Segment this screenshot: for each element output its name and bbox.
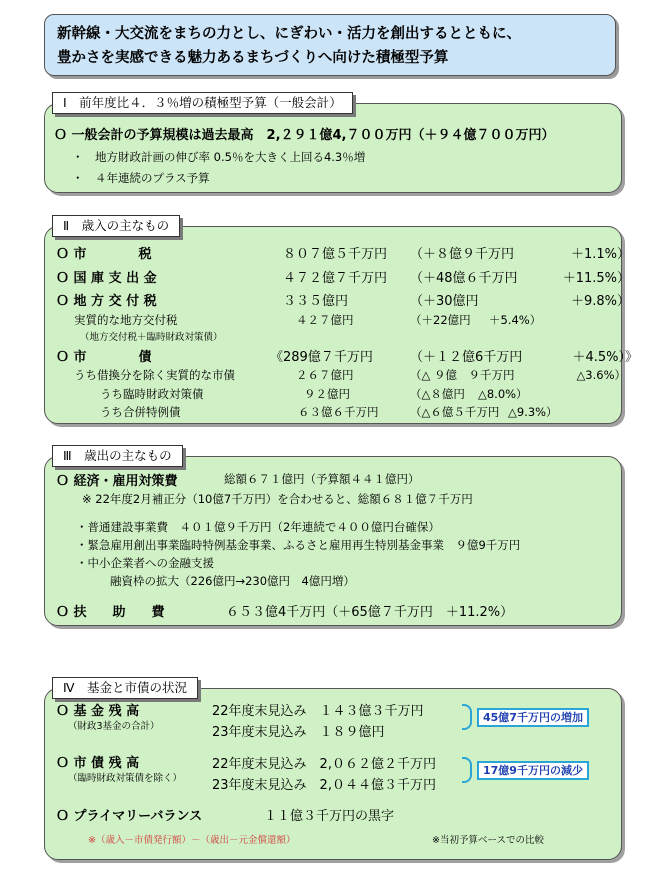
general-account-size: Ｏ 一般会計の予算規模は過去最高 2,２９１億4,７００万円（＋９４億７００万円） <box>54 128 555 143</box>
economy-measures-label: Ｏ 経済・雇用対策費 <box>56 474 178 489</box>
budget-basis-note: ※当初予算ベースでの比較 <box>432 835 544 846</box>
welfare-cost-label: Ｏ 扶 助 費 <box>56 605 165 620</box>
revenue-amount-temporary-bonds: ９２億円 <box>304 387 350 401</box>
banner-line-2: 豊かさを実感できる魅力あるまちづくりへ向けた積極型予算 <box>57 50 449 66</box>
revenue-label-real-allocation-tax: 実質的な地方交付税 <box>74 313 178 327</box>
fund-balance-note: （財政3基金の合計） <box>68 721 160 732</box>
revenue-amount-local-allocation-tax: ３３５億円 <box>283 294 349 309</box>
section-2-title: Ⅱ 歳入の主なもの <box>52 215 180 237</box>
debt-change-callout: 17億9千万円の減少 <box>477 761 589 780</box>
revenue-change-temporary-bonds: （△８億円 <box>410 387 465 401</box>
section-1-title: Ⅰ 前年度比４．３％増の積極型予算（一般会計） <box>52 92 353 114</box>
banner-line-1: 新幹線・大交流をまちの力とし、にぎわい・活力を創出するとともに、 <box>57 26 521 42</box>
section-1-bullet-1: ・ 地方財政計画の伸び率 0.5％を大きく上回る4.3％増 <box>72 150 366 164</box>
fund-change-callout: 45億7千万円の増加 <box>477 708 589 727</box>
revenue-pct-city-tax: ＋1.1%） <box>570 247 630 262</box>
revenue-label-temporary-bonds: うち臨時財政対策債 <box>100 387 204 401</box>
section-4-title: Ⅳ 基金と市債の状況 <box>52 677 198 699</box>
debt-change-brace <box>462 757 472 783</box>
revenue-change-real-allocation-tax: （＋22億円 <box>410 313 471 327</box>
revenue-amount-real-allocation-tax: ４２７億円 <box>296 313 354 327</box>
revenue-change-city-tax: （＋８億９千万円 <box>410 247 515 262</box>
revenue-amount-merger-bonds: ６３億６千万円 <box>298 405 379 419</box>
welfare-cost-value: ６５３億4千万円（＋65億７千万円 ＋11.2%） <box>226 605 514 620</box>
revenue-change-city-bonds: （＋１２億6千万円 <box>410 350 523 365</box>
debt-balance-fy23: 23年度末見込み 2,０４４億３千万円 <box>212 778 436 793</box>
section-3-title: Ⅲ 歳出の主なもの <box>52 445 183 467</box>
debt-balance-note: （臨時財政対策債を除く） <box>68 773 183 784</box>
revenue-amount-national-subsidy: ４７２億７千万円 <box>283 271 388 286</box>
primary-balance-value: １１億３千万円の黒字 <box>264 809 395 824</box>
revenue-note-real-allocation-tax: （地方交付税＋臨時財政対策債） <box>80 332 223 343</box>
economy-measures-note: ※ 22年度2月補正分（10億7千万円）を合わせると、総額６８１億７千万円 <box>82 492 473 506</box>
revenue-change-real-bonds: （△ ９億 ９千万円 <box>410 368 515 382</box>
section-1-bullet-2: ・ ４年連続のプラス予算 <box>72 171 210 185</box>
revenue-label-national-subsidy: Ｏ 国 庫 支 出 金 <box>56 271 157 286</box>
revenue-change-merger-bonds: （△６億５千万円 <box>410 405 500 419</box>
primary-balance-label: Ｏ プライマリーバランス <box>56 809 203 824</box>
revenue-label-merger-bonds: うち合併特例債 <box>100 405 181 419</box>
revenue-change-national-subsidy: （＋48億６千万円 <box>410 271 518 286</box>
fund-balance-fy22: 22年度末見込み １４３億３千万円 <box>212 704 424 719</box>
revenue-pct-merger-bonds: △9.3%） <box>508 405 558 419</box>
primary-balance-formula: ※（歳入－市債発行額）－（歳出－元金償還額） <box>88 835 296 846</box>
revenue-amount-real-bonds: ２６７億円 <box>296 368 354 382</box>
revenue-label-real-bonds: うち借換分を除く実質的な市債 <box>74 368 235 382</box>
revenue-pct-national-subsidy: ＋11.5%） <box>562 271 630 286</box>
fund-balance-label: Ｏ 基 金 残 高 <box>56 704 140 719</box>
revenue-pct-city-bonds: ＋4.5%）》 <box>572 350 638 365</box>
expenditure-bullet-4: 融資枠の拡大（226億円→230億円 4億円増） <box>110 574 355 588</box>
revenue-change-local-allocation-tax: （＋30億円 <box>410 294 479 309</box>
revenue-pct-real-bonds: △3.6%） <box>576 368 626 382</box>
revenue-label-city-tax: Ｏ 市 税 <box>56 247 152 262</box>
revenue-pct-temporary-bonds: △8.0%） <box>478 387 528 401</box>
fund-change-brace <box>462 704 472 730</box>
economy-measures-value: 総額６７１億円（予算額４４１億円） <box>224 472 420 486</box>
revenue-label-local-allocation-tax: Ｏ 地 方 交 付 税 <box>56 294 157 309</box>
revenue-pct-local-allocation-tax: ＋9.8%） <box>570 294 630 309</box>
expenditure-bullet-2: ・緊急雇用創出事業臨時特例基金事業、ふるさと雇用再生特別基金事業 ９億9千万円 <box>76 538 521 552</box>
expenditure-bullet-3: ・中小企業者への金融支援 <box>76 556 214 570</box>
summary-banner <box>44 14 616 76</box>
debt-balance-fy22: 22年度末見込み 2,０６２億２千万円 <box>212 757 436 772</box>
revenue-pct-real-allocation-tax: ＋5.4%） <box>489 313 542 327</box>
revenue-label-city-bonds: Ｏ 市 債 <box>56 350 152 365</box>
fund-balance-fy23: 23年度末見込み １８９億円 <box>212 725 385 740</box>
debt-balance-label: Ｏ 市 債 残 高 <box>56 756 140 771</box>
revenue-amount-city-tax: ８０７億５千万円 <box>283 247 388 262</box>
expenditure-bullet-1: ・普通建設事業費 ４０１億９千万円（2年連続で４００億円台確保） <box>76 520 440 534</box>
revenue-amount-city-bonds: 《289億７千万円 <box>270 350 373 365</box>
